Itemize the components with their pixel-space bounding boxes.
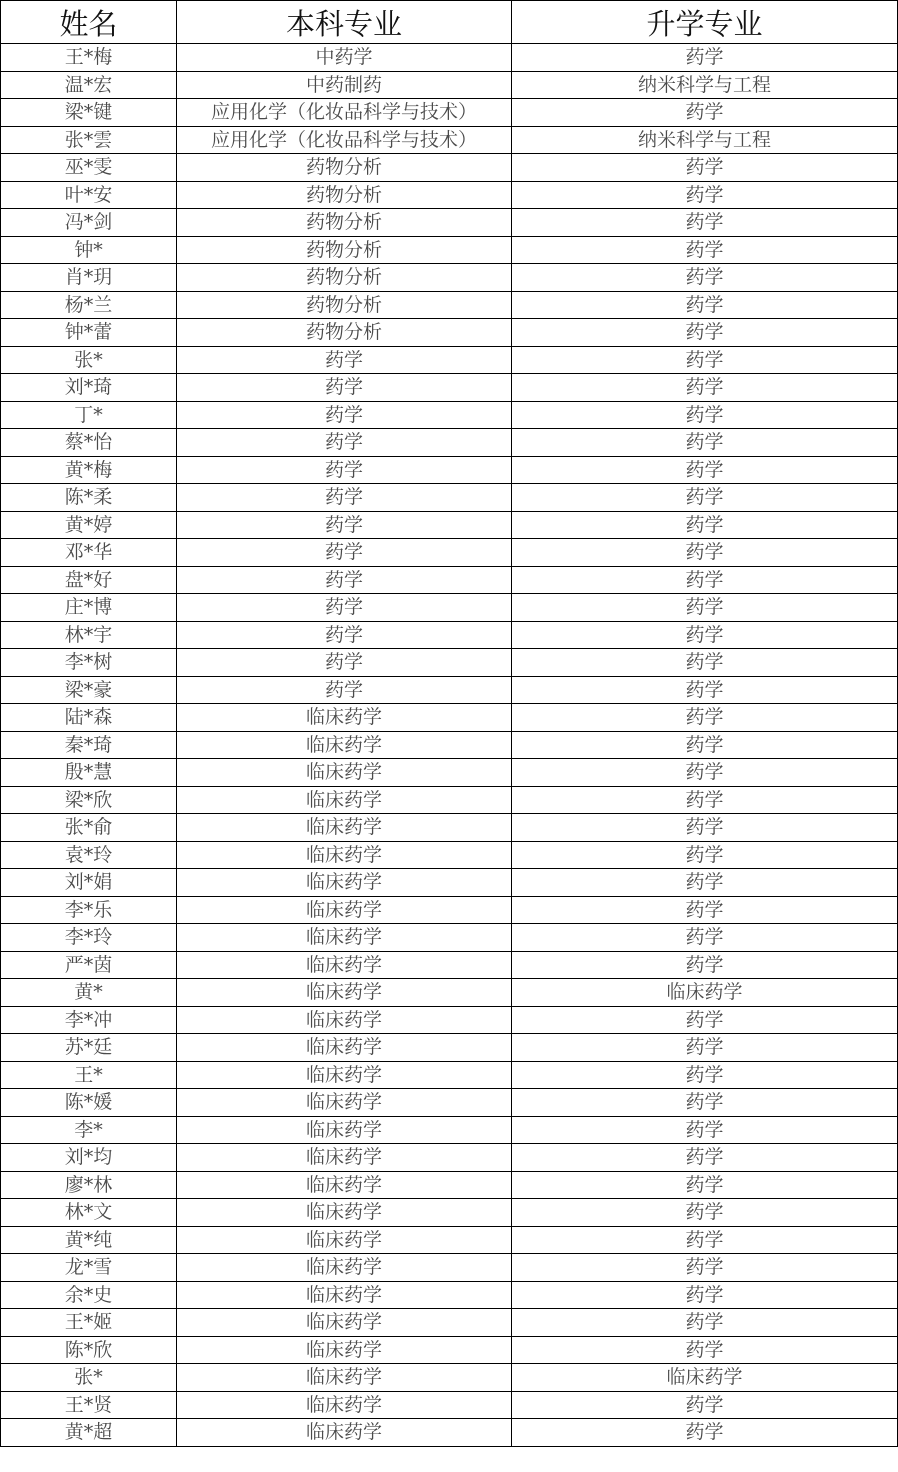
name-cell: 张*雲: [1, 126, 177, 154]
table-row: [1, 1281, 898, 1309]
table-row: [1, 1089, 898, 1117]
name-cell: 李*冲: [1, 1006, 177, 1034]
undergraduate-major-cell: 临床药学: [177, 1391, 512, 1419]
name-cell: 严*茵: [1, 951, 177, 979]
table-row: [1, 209, 898, 237]
undergraduate-major-cell: 临床药学: [177, 704, 512, 732]
table-row: [1, 346, 898, 374]
table-row: [1, 456, 898, 484]
table-row: [1, 1006, 898, 1034]
graduate-major-cell: 药学: [512, 291, 898, 319]
name-cell: 张*俞: [1, 814, 177, 842]
name-cell: 刘*琦: [1, 374, 177, 402]
table-row: [1, 1226, 898, 1254]
graduate-major-cell: 药学: [512, 539, 898, 567]
name-cell: 邓*华: [1, 539, 177, 567]
name-cell: 殷*慧: [1, 759, 177, 787]
graduate-major-cell: 药学: [512, 869, 898, 897]
undergraduate-major-cell: 临床药学: [177, 1089, 512, 1117]
undergraduate-major-cell: 临床药学: [177, 1309, 512, 1337]
undergraduate-major-cell: 临床药学: [177, 979, 512, 1007]
name-cell: 梁*豪: [1, 676, 177, 704]
table-row: [1, 236, 898, 264]
undergraduate-major-cell: 中药制药: [177, 71, 512, 99]
table-row: [1, 181, 898, 209]
graduate-major-cell: 药学: [512, 209, 898, 237]
graduate-major-cell: 药学: [512, 181, 898, 209]
graduate-major-cell: 药学: [512, 566, 898, 594]
graduate-major-cell: 药学: [512, 264, 898, 292]
table-row: [1, 841, 898, 869]
graduate-major-cell: 药学: [512, 319, 898, 347]
undergraduate-major-cell: 药学: [177, 346, 512, 374]
undergraduate-major-cell: 药学: [177, 511, 512, 539]
undergraduate-major-cell: 临床药学: [177, 1364, 512, 1392]
name-cell: 陈*欣: [1, 1336, 177, 1364]
name-cell: 龙*雪: [1, 1254, 177, 1282]
table-row: [1, 126, 898, 154]
table-row: [1, 676, 898, 704]
table-row: [1, 649, 898, 677]
undergraduate-major-cell: 临床药学: [177, 1199, 512, 1227]
name-cell: 袁*玲: [1, 841, 177, 869]
table-row: [1, 44, 898, 72]
name-cell: 黄*: [1, 979, 177, 1007]
graduate-major-cell: 药学: [512, 814, 898, 842]
undergraduate-major-cell: 临床药学: [177, 1006, 512, 1034]
table-row: [1, 319, 898, 347]
graduate-major-cell: 药学: [512, 1226, 898, 1254]
undergraduate-major-cell: 药物分析: [177, 209, 512, 237]
name-cell: 陈*媛: [1, 1089, 177, 1117]
undergraduate-major-cell: 药学: [177, 621, 512, 649]
graduate-major-cell: 药学: [512, 511, 898, 539]
undergraduate-major-cell: 临床药学: [177, 731, 512, 759]
table-row: [1, 374, 898, 402]
undergraduate-major-cell: 药学: [177, 401, 512, 429]
table-row: [1, 979, 898, 1007]
name-cell: 李*树: [1, 649, 177, 677]
table-row: [1, 1309, 898, 1337]
graduate-major-cell: 药学: [512, 44, 898, 72]
undergraduate-major-cell: 药学: [177, 676, 512, 704]
graduate-major-cell: 药学: [512, 1034, 898, 1062]
undergraduate-major-cell: 临床药学: [177, 924, 512, 952]
undergraduate-major-cell: 临床药学: [177, 1336, 512, 1364]
graduate-major-cell: 药学: [512, 1419, 898, 1447]
graduate-major-cell: 药学: [512, 1281, 898, 1309]
undergraduate-major-cell: 临床药学: [177, 759, 512, 787]
table-row: [1, 1144, 898, 1172]
name-cell: 王*贤: [1, 1391, 177, 1419]
name-cell: 黄*婷: [1, 511, 177, 539]
undergraduate-major-cell: 药物分析: [177, 154, 512, 182]
name-cell: 刘*娟: [1, 869, 177, 897]
table-row: [1, 71, 898, 99]
name-cell: 钟*: [1, 236, 177, 264]
graduate-major-cell: 药学: [512, 236, 898, 264]
table-row: [1, 896, 898, 924]
table-row: [1, 759, 898, 787]
graduate-major-cell: 药学: [512, 401, 898, 429]
graduate-major-cell: 药学: [512, 456, 898, 484]
graduate-major-cell: 纳米科学与工程: [512, 71, 898, 99]
table-row: [1, 786, 898, 814]
graduate-major-cell: 药学: [512, 759, 898, 787]
graduate-major-cell: 纳米科学与工程: [512, 126, 898, 154]
undergraduate-major-cell: 临床药学: [177, 1254, 512, 1282]
graduate-major-cell: 药学: [512, 841, 898, 869]
graduate-major-cell: 药学: [512, 1254, 898, 1282]
name-cell: 黄*梅: [1, 456, 177, 484]
graduate-major-cell: 药学: [512, 1089, 898, 1117]
header-name: 姓名: [1, 1, 177, 44]
graduate-major-cell: 药学: [512, 1116, 898, 1144]
table-row: [1, 264, 898, 292]
table-row: [1, 1364, 898, 1392]
table-body: [1, 44, 898, 1447]
table-row: [1, 511, 898, 539]
table-row: [1, 731, 898, 759]
graduate-major-cell: 药学: [512, 924, 898, 952]
graduate-major-cell: 药学: [512, 374, 898, 402]
name-cell: 刘*均: [1, 1144, 177, 1172]
graduate-major-cell: 药学: [512, 649, 898, 677]
table-row: [1, 1199, 898, 1227]
header-graduate-major: 升学专业: [512, 1, 898, 44]
undergraduate-major-cell: 临床药学: [177, 1116, 512, 1144]
name-cell: 梁*欣: [1, 786, 177, 814]
undergraduate-major-cell: 应用化学（化妆品科学与技术）: [177, 126, 512, 154]
table-row: [1, 594, 898, 622]
graduate-major-cell: 药学: [512, 704, 898, 732]
table-row: [1, 1391, 898, 1419]
graduate-major-cell: 药学: [512, 484, 898, 512]
name-cell: 秦*琦: [1, 731, 177, 759]
undergraduate-major-cell: 药物分析: [177, 291, 512, 319]
graduate-major-cell: 临床药学: [512, 979, 898, 1007]
name-cell: 李*: [1, 1116, 177, 1144]
name-cell: 林*文: [1, 1199, 177, 1227]
name-cell: 李*乐: [1, 896, 177, 924]
undergraduate-major-cell: 应用化学（化妆品科学与技术）: [177, 99, 512, 127]
undergraduate-major-cell: 临床药学: [177, 841, 512, 869]
table-row: [1, 1254, 898, 1282]
name-cell: 黄*超: [1, 1419, 177, 1447]
undergraduate-major-cell: 临床药学: [177, 869, 512, 897]
undergraduate-major-cell: 临床药学: [177, 786, 512, 814]
graduate-major-cell: 药学: [512, 951, 898, 979]
graduate-major-cell: 药学: [512, 1309, 898, 1337]
graduate-major-cell: 药学: [512, 346, 898, 374]
undergraduate-major-cell: 临床药学: [177, 1419, 512, 1447]
name-cell: 庄*博: [1, 594, 177, 622]
table-row: [1, 704, 898, 732]
table-row: [1, 484, 898, 512]
undergraduate-major-cell: 药学: [177, 649, 512, 677]
graduate-major-cell: 药学: [512, 1171, 898, 1199]
graduate-major-cell: 药学: [512, 896, 898, 924]
undergraduate-major-cell: 临床药学: [177, 814, 512, 842]
name-cell: 陈*柔: [1, 484, 177, 512]
undergraduate-major-cell: 药学: [177, 484, 512, 512]
graduate-major-cell: 药学: [512, 676, 898, 704]
undergraduate-major-cell: 临床药学: [177, 1226, 512, 1254]
undergraduate-major-cell: 药学: [177, 429, 512, 457]
name-cell: 张*: [1, 1364, 177, 1392]
graduate-major-cell: 药学: [512, 786, 898, 814]
undergraduate-major-cell: 中药学: [177, 44, 512, 72]
header-row: [1, 1, 898, 44]
graduate-major-cell: 药学: [512, 429, 898, 457]
graduate-major-cell: 药学: [512, 621, 898, 649]
graduate-major-cell: 药学: [512, 99, 898, 127]
name-cell: 余*史: [1, 1281, 177, 1309]
undergraduate-major-cell: 药学: [177, 374, 512, 402]
graduate-major-cell: 临床药学: [512, 1364, 898, 1392]
undergraduate-major-cell: 药物分析: [177, 319, 512, 347]
table-row: [1, 1336, 898, 1364]
name-cell: 肖*玥: [1, 264, 177, 292]
table-row: [1, 814, 898, 842]
name-cell: 陆*森: [1, 704, 177, 732]
name-cell: 王*: [1, 1061, 177, 1089]
name-cell: 丁*: [1, 401, 177, 429]
graduate-major-cell: 药学: [512, 1199, 898, 1227]
name-cell: 叶*安: [1, 181, 177, 209]
table-row: [1, 99, 898, 127]
table-row: [1, 924, 898, 952]
undergraduate-major-cell: 临床药学: [177, 896, 512, 924]
undergraduate-major-cell: 临床药学: [177, 1171, 512, 1199]
graduate-major-cell: 药学: [512, 154, 898, 182]
graduate-major-cell: 药学: [512, 1061, 898, 1089]
undergraduate-major-cell: 临床药学: [177, 1144, 512, 1172]
name-cell: 廖*林: [1, 1171, 177, 1199]
undergraduate-major-cell: 临床药学: [177, 1034, 512, 1062]
graduate-major-cell: 药学: [512, 1336, 898, 1364]
undergraduate-major-cell: 药学: [177, 594, 512, 622]
undergraduate-major-cell: 药物分析: [177, 264, 512, 292]
name-cell: 蔡*怡: [1, 429, 177, 457]
name-cell: 盘*好: [1, 566, 177, 594]
table-row: [1, 401, 898, 429]
table-row: [1, 291, 898, 319]
table-row: [1, 1061, 898, 1089]
name-cell: 王*梅: [1, 44, 177, 72]
undergraduate-major-cell: 药学: [177, 539, 512, 567]
undergraduate-major-cell: 药物分析: [177, 236, 512, 264]
undergraduate-major-cell: 临床药学: [177, 1061, 512, 1089]
table-row: [1, 1419, 898, 1447]
name-cell: 黄*纯: [1, 1226, 177, 1254]
name-cell: 王*姬: [1, 1309, 177, 1337]
table-row: [1, 951, 898, 979]
name-cell: 钟*蕾: [1, 319, 177, 347]
name-cell: 梁*键: [1, 99, 177, 127]
table-row: [1, 869, 898, 897]
table-row: [1, 539, 898, 567]
table-row: [1, 429, 898, 457]
name-cell: 林*宇: [1, 621, 177, 649]
table-row: [1, 566, 898, 594]
undergraduate-major-cell: 药学: [177, 566, 512, 594]
name-cell: 张*: [1, 346, 177, 374]
graduate-major-cell: 药学: [512, 731, 898, 759]
table-row: [1, 154, 898, 182]
name-cell: 温*宏: [1, 71, 177, 99]
name-cell: 苏*廷: [1, 1034, 177, 1062]
name-cell: 李*玲: [1, 924, 177, 952]
name-cell: 冯*剑: [1, 209, 177, 237]
graduate-major-cell: 药学: [512, 594, 898, 622]
graduate-major-cell: 药学: [512, 1006, 898, 1034]
name-cell: 巫*雯: [1, 154, 177, 182]
undergraduate-major-cell: 临床药学: [177, 951, 512, 979]
table-row: [1, 1171, 898, 1199]
undergraduate-major-cell: 药物分析: [177, 181, 512, 209]
table-row: [1, 1116, 898, 1144]
header-undergraduate-major: 本科专业: [177, 1, 512, 44]
undergraduate-major-cell: 临床药学: [177, 1281, 512, 1309]
graduate-major-cell: 药学: [512, 1144, 898, 1172]
undergraduate-major-cell: 药学: [177, 456, 512, 484]
graduate-major-cell: 药学: [512, 1391, 898, 1419]
table-row: [1, 621, 898, 649]
table-row: [1, 1034, 898, 1062]
name-cell: 杨*兰: [1, 291, 177, 319]
